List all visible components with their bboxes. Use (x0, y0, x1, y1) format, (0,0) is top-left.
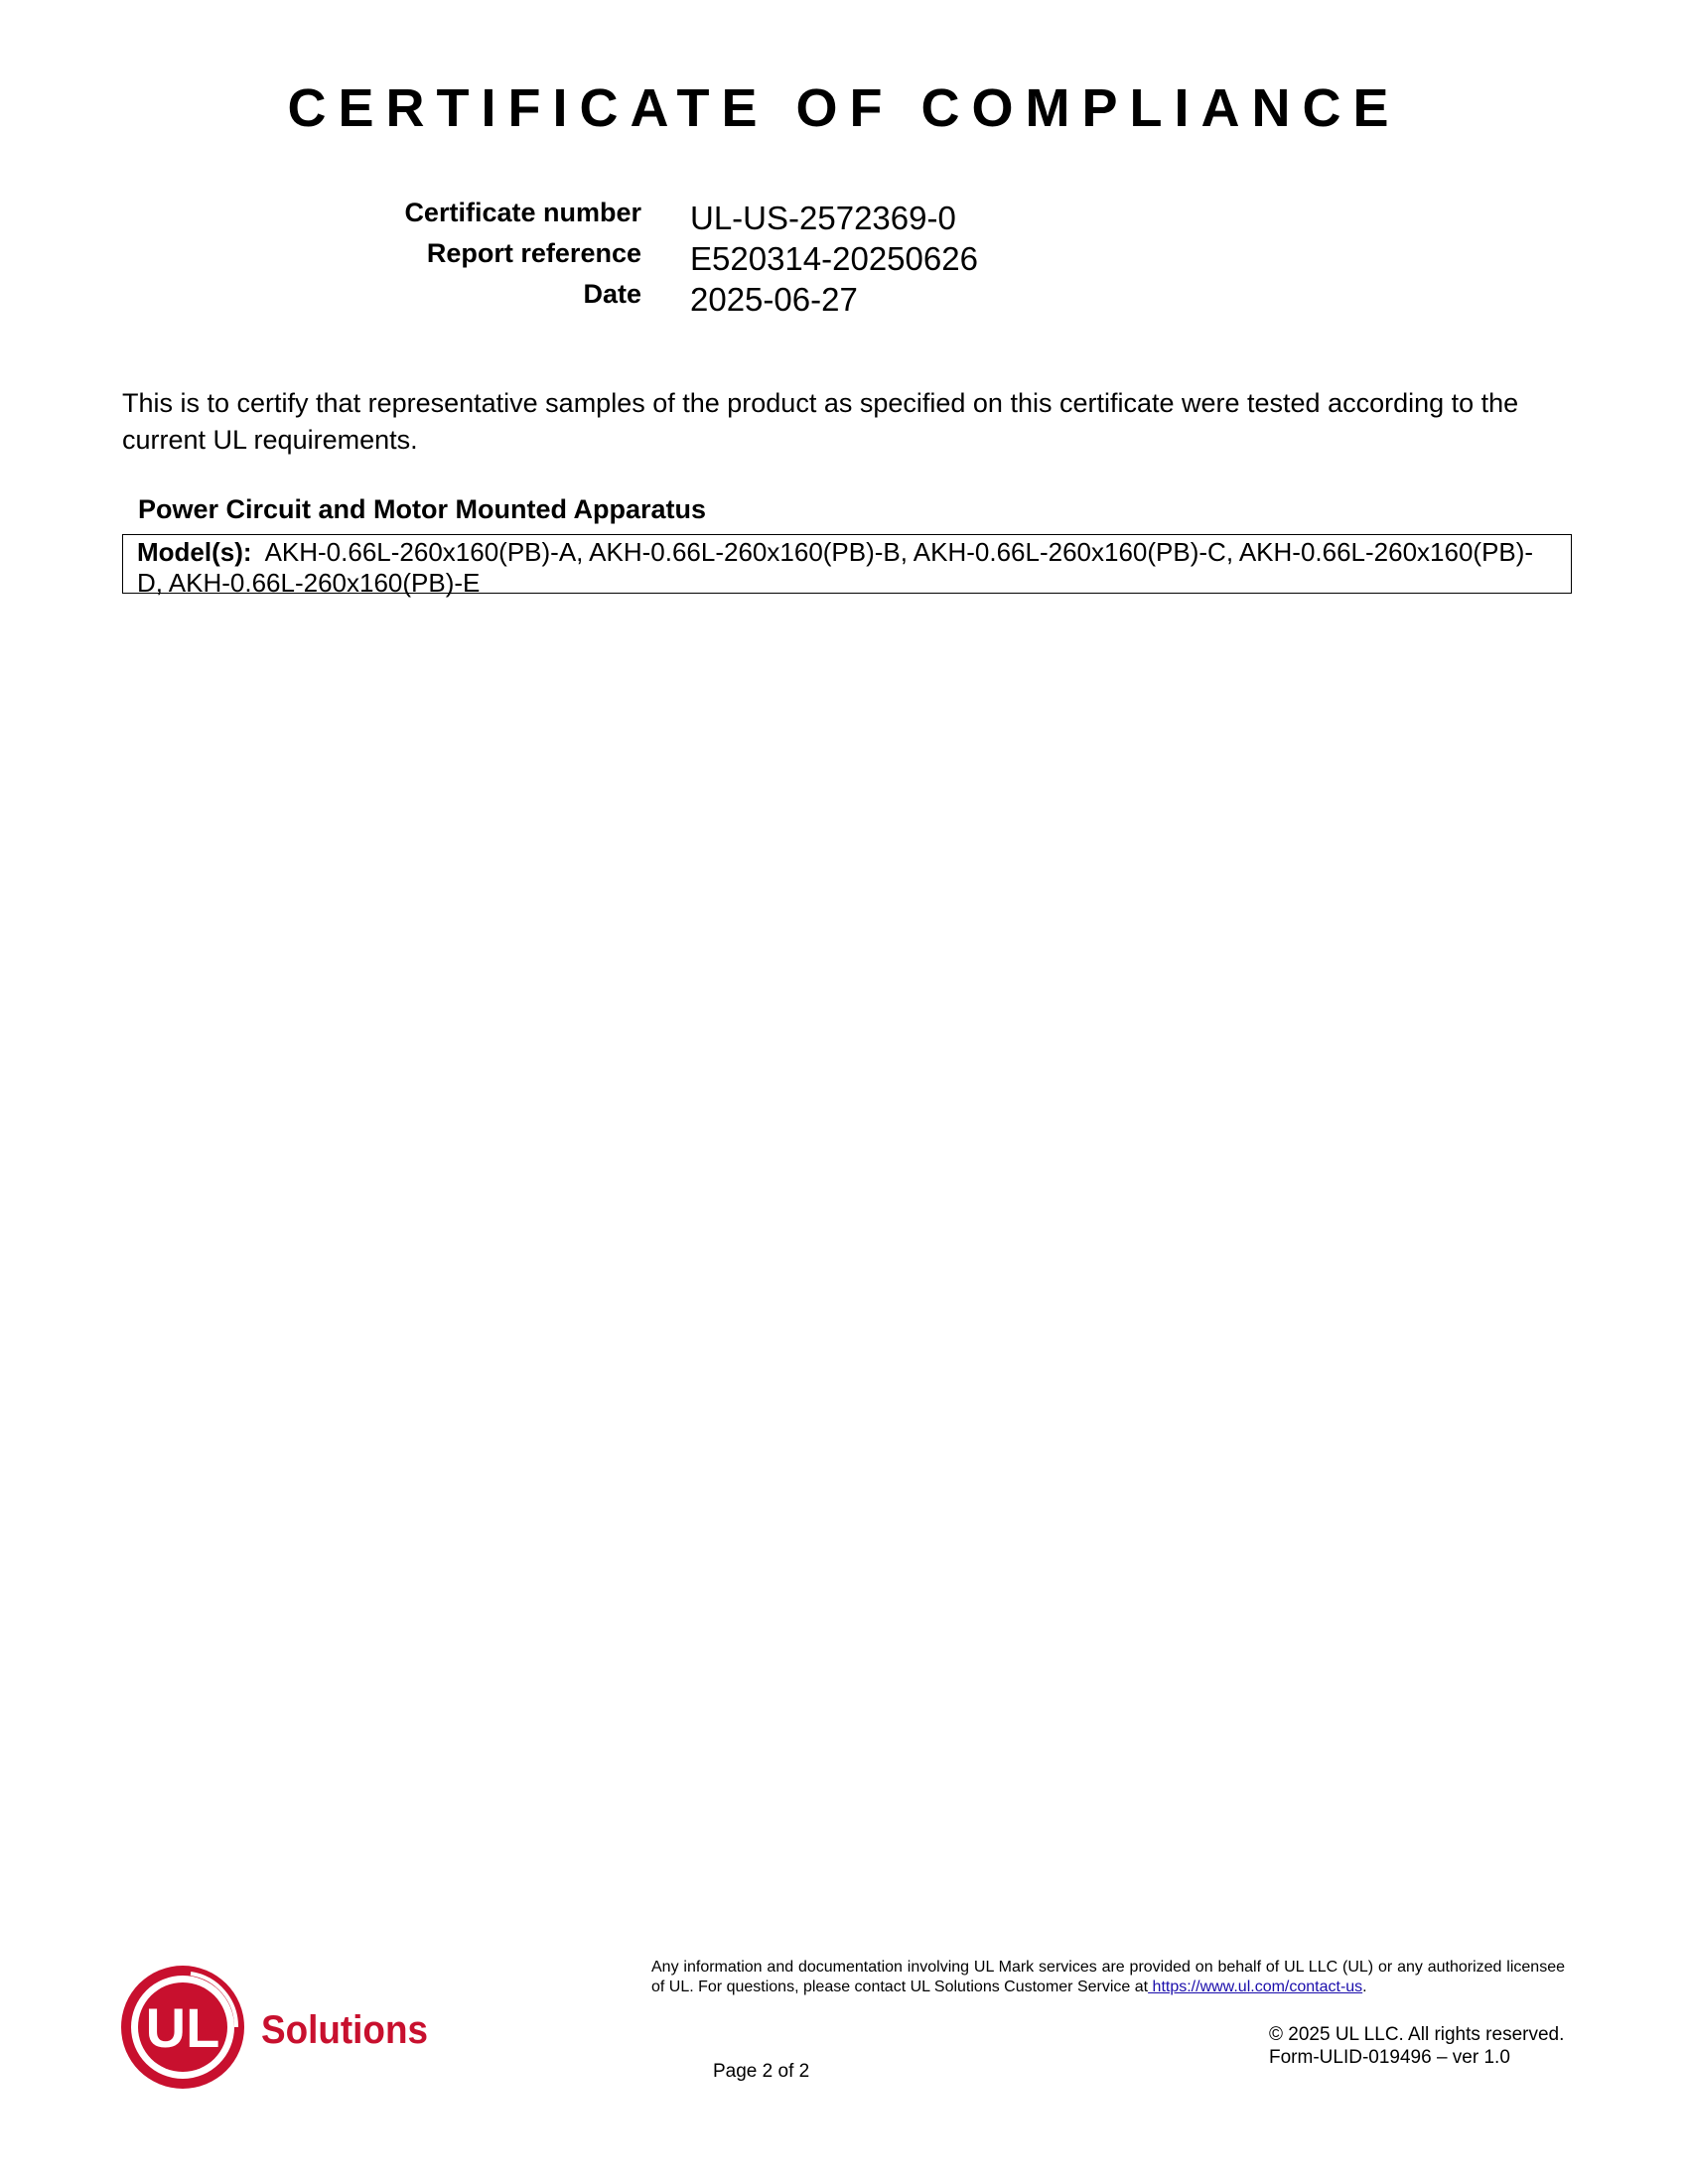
report-reference-value: E520314-20250626 (690, 240, 978, 277)
product-category: Power Circuit and Motor Mounted Apparatus (138, 494, 707, 524)
date-value: 2025-06-27 (690, 281, 858, 318)
logo-ul-letters: UL (145, 1996, 220, 2059)
footer-notice-text: Any information and documentation involving UL Mark services are provided on behalf of UL LLC (UL) or any authorized licensee of UL. For questions, please contact UL Solutions Customer Service at (651, 1959, 1565, 1995)
certificate-number-value: UL-US-2572369-0 (690, 200, 956, 236)
contact-us-link[interactable]: https://www.ul.com/contact-us (1148, 1979, 1363, 1995)
logo-solutions-word: Solutions (261, 2008, 428, 2052)
certification-statement: This is to certify that representative samples of the product as specified on this certificate were tested according to the current UL requirements. (122, 388, 1519, 455)
models-label: Model(s): (137, 537, 252, 567)
form-id-text: Form-ULID-019496 – ver 1.0 (1269, 2047, 1510, 2068)
footer-notice-end: . (1362, 1979, 1367, 1995)
ul-solutions-logo (117, 1962, 435, 2106)
models-value: AKH-0.66L-260x160(PB)-A, AKH-0.66L-260x160(PB)-B, AKH-0.66L-260x160(PB)-C, AKH-0.66L-260x160(PB)-D, AKH-0.66L-260x160(PB)-E (137, 537, 1534, 598)
certificate-number-label: Certificate number (404, 198, 641, 227)
footer-notice (651, 1958, 1565, 1997)
copyright-text: © 2025 UL LLC. All rights reserved. (1269, 2024, 1565, 2045)
models-box (122, 534, 1572, 598)
certificate-title: CERTIFICATE OF COMPLIANCE (287, 78, 1401, 138)
report-reference-label: Report reference (426, 238, 641, 268)
date-label: Date (583, 279, 641, 309)
page-number: Page 2 of 2 (713, 2061, 810, 2082)
